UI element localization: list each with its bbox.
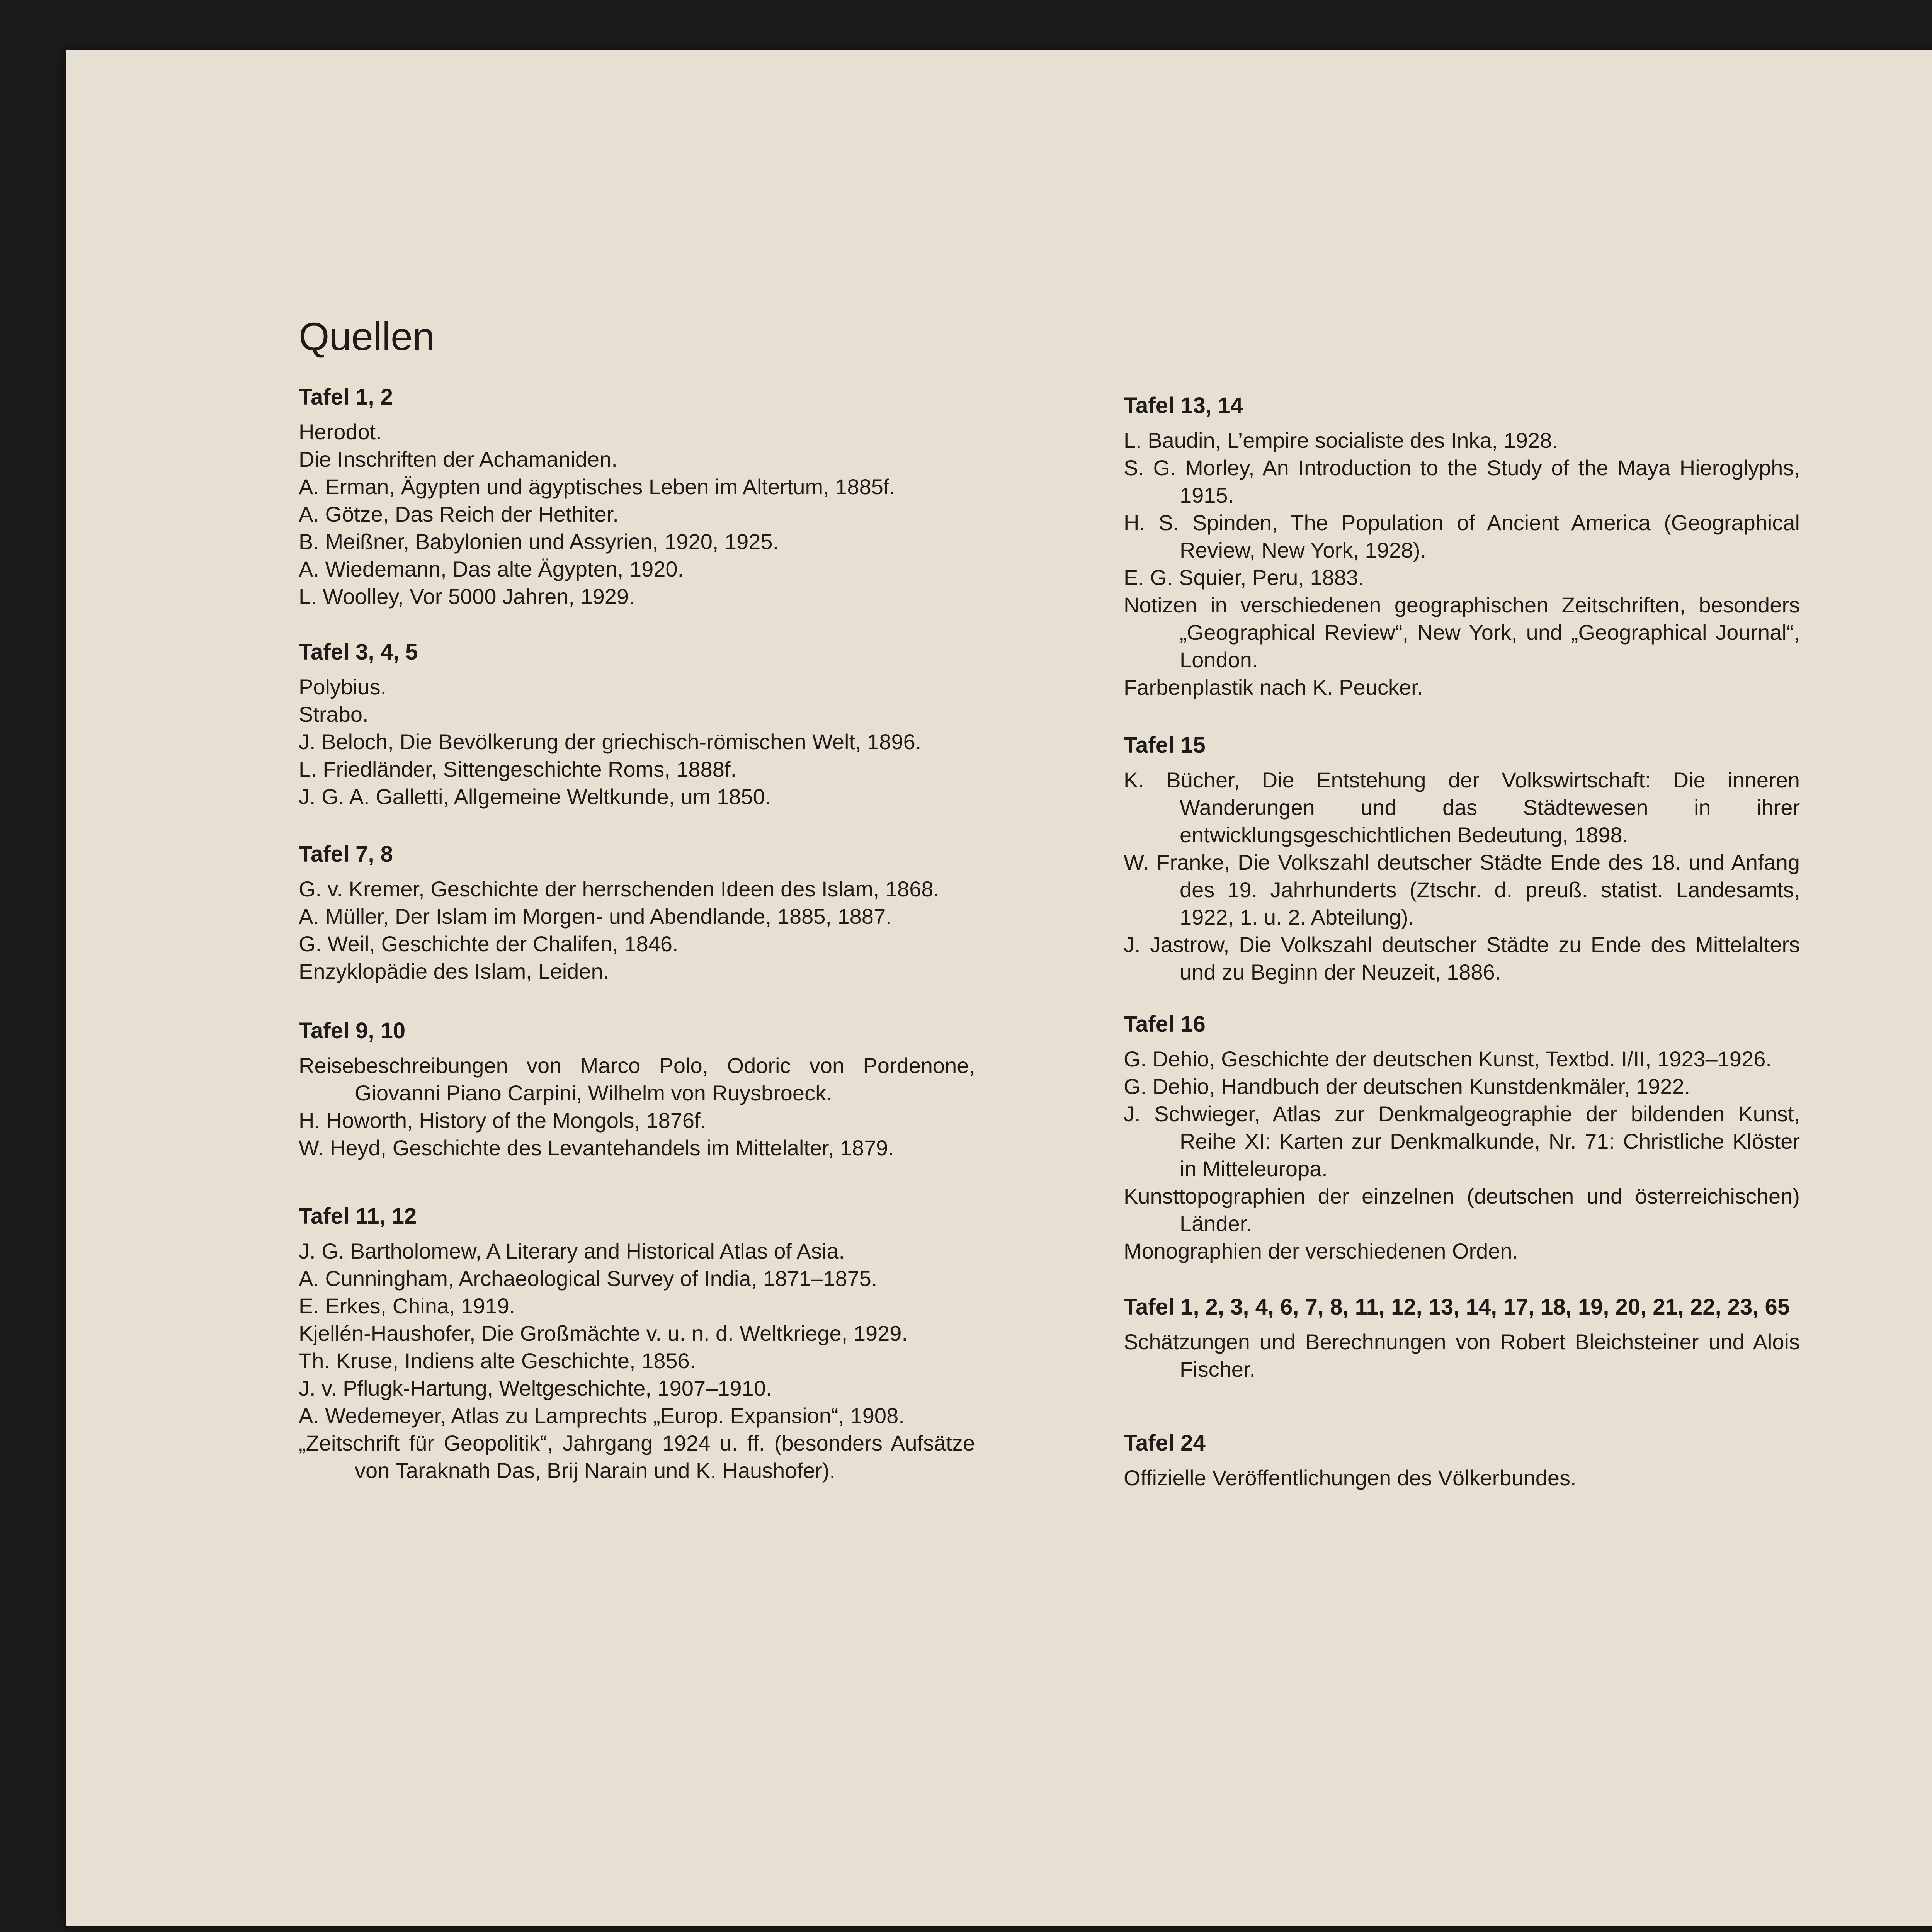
section-heading: Tafel 24: [1124, 1430, 1206, 1456]
section-tafel-1-2: [299, 383, 975, 610]
source-entry: A. Götze, Das Reich der Hethiter.: [299, 502, 619, 526]
page-title: Quellen: [299, 315, 435, 359]
source-entry: Th. Kruse, Indiens alte Geschichte, 1856.: [299, 1349, 696, 1373]
source-entry: Reisebeschreibungen von Marco Polo, Odoric von Pordenone, Giovanni Piano Carpini, Wilhelm von Ruysbroeck.: [299, 1053, 975, 1105]
section-tafel-3-4-5: [299, 638, 975, 810]
section-heading: Tafel 1, 2, 3, 4, 6, 7, 8, 11, 12, 13, 14, 17, 18, 19, 20, 21, 22, 23, 65: [1124, 1294, 1790, 1320]
source-entry: Kjellén-Haushofer, Die Großmächte v. u. n. d. Weltkriege, 1929.: [299, 1321, 908, 1345]
section-tafel-9-10: [299, 1017, 975, 1162]
section-tafel-7-8: [299, 840, 975, 985]
source-entry: „Zeitschrift für Geopolitik“, Jahrgang 1924 u. ff. (besonders Aufsätze von Taraknath Das, Brij Narain und K. Haushofer).: [299, 1431, 975, 1483]
section-heading: Tafel 7, 8: [299, 842, 393, 867]
section-tafel-11-12: [299, 1202, 975, 1484]
source-entry: K. Bücher, Die Entstehung der Volkswirtschaft: Die inneren Wanderungen und das Städtewesen in ihrer entwicklungsgeschichtlichen Bedeutung, 1898.: [1124, 768, 1800, 847]
source-entry: A. Wedemeyer, Atlas zu Lamprechts „Europ. Expansion“, 1908.: [299, 1403, 905, 1428]
document-page: [66, 50, 1932, 1926]
source-entry: Enzyklopädie des Islam, Leiden.: [299, 959, 609, 983]
section-tafel-13-14: [1124, 392, 1800, 701]
section-tafel-24: [1124, 1429, 1800, 1492]
source-entry: Schätzungen und Berechnungen von Robert Bleichsteiner und Alois Fischer.: [1124, 1330, 1800, 1381]
source-entry: J. G. Bartholomew, A Literary and Historical Atlas of Asia.: [299, 1239, 845, 1263]
source-entry: Herodot.: [299, 420, 382, 444]
section-tafel-15: [1124, 731, 1800, 986]
source-entry: Monographien der verschiedenen Orden.: [1124, 1239, 1519, 1263]
source-entry: E. Erkes, China, 1919.: [299, 1294, 515, 1318]
source-entry: L. Woolley, Vor 5000 Jahren, 1929.: [299, 584, 635, 609]
section-heading: Tafel 11, 12: [299, 1204, 417, 1229]
source-entry: A. Wiedemann, Das alte Ägypten, 1920.: [299, 557, 684, 581]
source-entry: W. Franke, Die Volkszahl deutscher Städte Ende des 18. und Anfang des 19. Jahrhunderts (Ztschr. d. preuß. statist. Landesamts, 1922, 1. u. 2. Abteilung).: [1124, 850, 1800, 929]
source-entry: S. G. Morley, An Introduction to the Study of the Maya Hieroglyphs, 1915.: [1124, 456, 1800, 507]
source-entry: Polybius.: [299, 675, 387, 699]
source-entry: G. v. Kremer, Geschichte der herrschenden Ideen des Islam, 1868.: [299, 877, 940, 901]
source-entry: L. Friedländer, Sittengeschichte Roms, 1888f.: [299, 757, 737, 781]
source-entry: J. v. Pflugk-Hartung, Weltgeschichte, 1907–1910.: [299, 1376, 772, 1400]
source-entry: G. Dehio, Handbuch der deutschen Kunstdenkmäler, 1922.: [1124, 1074, 1690, 1099]
source-entry: J. Schwieger, Atlas zur Denkmalgeographie der bildenden Kunst, Reihe XI: Karten zur Denkmalkunde, Nr. 71: Christliche Klöster in Mitteleuropa.: [1124, 1102, 1800, 1181]
source-entry: Offizielle Veröffentlichungen des Völkerbundes.: [1124, 1466, 1577, 1490]
source-entry: J. G. A. Galletti, Allgemeine Weltkunde, um 1850.: [299, 784, 771, 809]
source-entry: J. Beloch, Die Bevölkerung der griechisch-römischen Welt, 1896.: [299, 730, 922, 754]
source-entry: Strabo.: [299, 702, 369, 726]
section-heading: Tafel 9, 10: [299, 1018, 406, 1043]
source-entry: G. Dehio, Geschichte der deutschen Kunst, Textbd. I/II, 1923–1926.: [1124, 1047, 1772, 1071]
source-entry: G. Weil, Geschichte der Chalifen, 1846.: [299, 932, 679, 956]
section-tafel-estimates: [1124, 1293, 1800, 1383]
source-entry: A. Cunningham, Archaeological Survey of India, 1871–1875.: [299, 1266, 878, 1291]
source-entry: W. Heyd, Geschichte des Levantehandels im Mittelalter, 1879.: [299, 1136, 894, 1160]
source-entry: H. Howorth, History of the Mongols, 1876f.: [299, 1108, 707, 1133]
source-entry: E. G. Squier, Peru, 1883.: [1124, 565, 1364, 590]
source-entry: Die Inschriften der Achamaniden.: [299, 447, 617, 471]
section-tafel-16: [1124, 1010, 1800, 1265]
source-entry: L. Baudin, L’empire socialiste des Inka, 1928.: [1124, 428, 1558, 452]
section-heading: Tafel 3, 4, 5: [299, 639, 418, 665]
source-entry: Kunsttopographien der einzelnen (deutschen und österreichischen) Länder.: [1124, 1184, 1800, 1236]
section-heading: Tafel 13, 14: [1124, 393, 1243, 418]
section-heading: Tafel 15: [1124, 733, 1206, 758]
source-entry: Notizen in verschiedenen geographischen Zeitschriften, besonders „Geographical Review“, New York, und „Geographical Journal“, London.: [1124, 593, 1800, 672]
source-entry: A. Müller, Der Islam im Morgen- und Abendlande, 1885, 1887.: [299, 904, 892, 929]
source-entry: J. Jastrow, Die Volkszahl deutscher Städte zu Ende des Mittelalters und zu Beginn der Neuzeit, 1886.: [1124, 932, 1800, 984]
source-entry: A. Erman, Ägypten und ägyptisches Leben im Altertum, 1885f.: [299, 474, 895, 499]
section-heading: Tafel 1, 2: [299, 384, 393, 410]
source-entry: H. S. Spinden, The Population of Ancient America (Geographical Review, New York, 1928).: [1124, 510, 1800, 562]
source-entry: B. Meißner, Babylonien und Assyrien, 1920, 1925.: [299, 529, 779, 554]
section-heading: Tafel 16: [1124, 1012, 1206, 1037]
source-entry: Farbenplastik nach K. Peucker.: [1124, 675, 1423, 699]
